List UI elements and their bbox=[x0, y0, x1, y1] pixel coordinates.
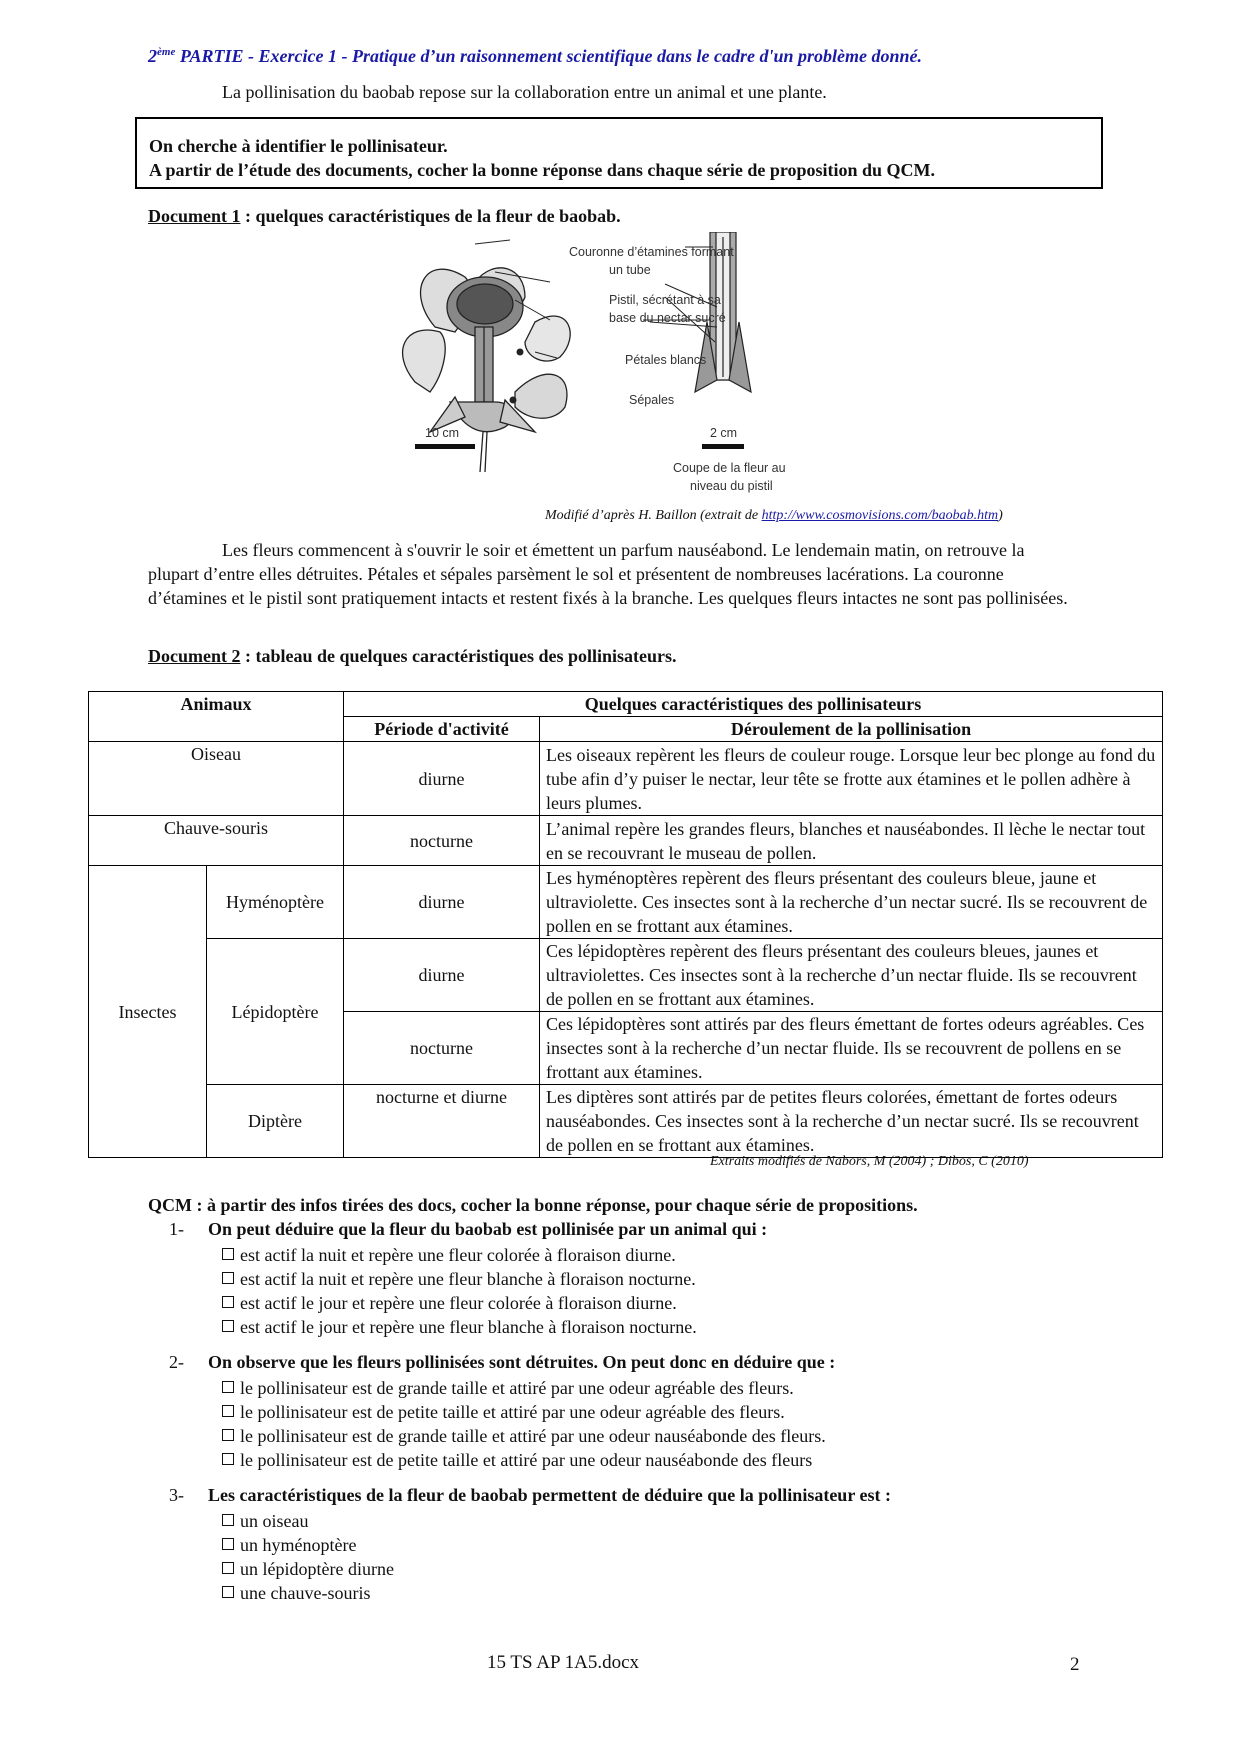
table-source: Extraits modifiés de Nabors, M (2004) ; Dibos, C (2010) bbox=[710, 1154, 1029, 1169]
checkbox-icon[interactable] bbox=[222, 1320, 234, 1332]
scale-bar-2cm bbox=[702, 444, 744, 449]
checkbox-icon[interactable] bbox=[222, 1381, 234, 1393]
label-coupe-2: niveau du pistil bbox=[690, 479, 773, 493]
option[interactable]: est actif le jour et repère une fleur colorée à floraison diurne. bbox=[222, 1291, 697, 1315]
option[interactable]: le pollinisateur est de grande taille et attiré par une odeur agréable des fleurs. bbox=[222, 1376, 826, 1400]
document-1-title: Document 1 : quelques caractéristiques de la fleur de baobab. bbox=[148, 206, 621, 226]
checkbox-icon[interactable] bbox=[222, 1296, 234, 1308]
figure-credit: Modifié d’après H. Baillon (extrait de http://www.cosmovisions.com/baobab.htm) bbox=[545, 508, 1003, 523]
cell-periode: nocturne bbox=[344, 816, 540, 866]
objective-line-1: On cherche à identifier le pollinisateur. bbox=[149, 136, 448, 156]
credit-link[interactable]: http://www.cosmovisions.com/baobab.htm bbox=[761, 508, 999, 523]
cell-description: Les diptères sont attirés par de petites fleurs colorées, émettant de fortes odeurs nauséabondes. Ces insectes sont à la recherche d’un nectar sucré. Ils se recouvrent de pollen en se frottant aux étamines. bbox=[540, 1085, 1163, 1158]
option[interactable]: une chauve-souris bbox=[222, 1581, 394, 1605]
question-2: 2- On observe que les fleurs pollinisées sont détruites. On peut donc en déduire que : bbox=[169, 1352, 836, 1372]
cell-animal: Diptère bbox=[207, 1085, 344, 1158]
option[interactable]: le pollinisateur est de grande taille et attiré par une odeur nauséabonde des fleurs. bbox=[222, 1424, 826, 1448]
checkbox-icon[interactable] bbox=[222, 1514, 234, 1526]
option[interactable]: le pollinisateur est de petite taille et attiré par une odeur nauséabonde des fleurs bbox=[222, 1448, 826, 1472]
checkbox-icon[interactable] bbox=[222, 1248, 234, 1260]
cell-insectes: Insectes bbox=[89, 866, 207, 1158]
label-couronne-2: un tube bbox=[609, 263, 651, 277]
intro-text: La pollinisation du baobab repose sur la collaboration entre un animal et une plante. bbox=[222, 82, 827, 102]
label-coupe-1: Coupe de la fleur au bbox=[673, 461, 786, 475]
label-petales: Pétales blancs bbox=[625, 353, 707, 367]
document-1-paragraph: Les fleurs commencent à s'ouvrir le soir et émettent un parfum nauséabond. Le lendemain matin, on retrouve la plupart d’entre elles détruites. Pétales et sépales parsèment le sol et présentent de nombreuses lacérations. La couronne d’étamines et le pistil sont pratiquement intacts et restent fixés à la branche. Les quelques fleurs intactes ne sont pas pollinisées. bbox=[148, 540, 1068, 608]
label-pistil-1: Pistil, sécrétant à sa bbox=[609, 293, 721, 307]
cell-description: Les hyménoptères repèrent des fleurs présentant des couleurs bleue, jaune et ultraviolette. Ces insectes sont à la recherche d’un nectar sucré. Ils se recouvrent de pollen en se frottant aux étamines. bbox=[540, 866, 1163, 939]
qcm-title: QCM : à partir des infos tirées des docs, cocher la bonne réponse, pour chaque série de propositions. bbox=[148, 1195, 918, 1215]
table-row bbox=[89, 939, 1163, 1012]
option[interactable]: le pollinisateur est de petite taille et attiré par une odeur agréable des fleurs. bbox=[222, 1400, 826, 1424]
table-row bbox=[89, 742, 1163, 816]
option[interactable]: est actif le jour et repère une fleur blanche à floraison nocturne. bbox=[222, 1315, 697, 1339]
table-row bbox=[89, 866, 1163, 939]
cell-periode: diurne bbox=[344, 742, 540, 816]
checkbox-icon[interactable] bbox=[222, 1272, 234, 1284]
label-pistil-2: base du nectar sucré bbox=[609, 311, 726, 325]
checkbox-icon[interactable] bbox=[222, 1586, 234, 1598]
cell-periode: diurne bbox=[344, 866, 540, 939]
footer-filename: 15 TS AP 1A5.docx bbox=[487, 1652, 640, 1673]
table-row bbox=[89, 1085, 1163, 1158]
cell-periode: nocturne bbox=[344, 1012, 540, 1085]
cell-periode: nocturne et diurne bbox=[344, 1085, 540, 1158]
objective-line-2: A partir de l’étude des documents, cocher la bonne réponse dans chaque série de proposition du QCM. bbox=[149, 160, 936, 180]
page-number: 2 bbox=[1070, 1654, 1080, 1675]
header-deroulement: Déroulement de la pollinisation bbox=[540, 717, 1163, 742]
exercise-heading: 2ème PARTIE - Exercice 1 - Pratique d’un raisonnement scientifique dans le cadre d'un problème donné. bbox=[148, 46, 923, 66]
checkbox-icon[interactable] bbox=[222, 1405, 234, 1417]
cell-animal: Chauve-souris bbox=[89, 816, 344, 866]
option[interactable]: est actif la nuit et repère une fleur blanche à floraison nocturne. bbox=[222, 1267, 697, 1291]
table-row bbox=[89, 816, 1163, 866]
cell-description: L’animal repère les grandes fleurs, blanches et nauséabondes. Il lèche le nectar tout en se recouvrant le museau de pollen. bbox=[540, 816, 1163, 866]
question-1: 1- On peut déduire que la fleur du baobab est pollinisée par un animal qui : bbox=[169, 1219, 768, 1239]
scale-bar-10cm bbox=[415, 444, 475, 449]
cell-animal: Oiseau bbox=[89, 742, 344, 816]
header-caracteristiques: Quelques caractéristiques des pollinisateurs bbox=[344, 692, 1163, 717]
checkbox-icon[interactable] bbox=[222, 1453, 234, 1465]
cell-description: Ces lépidoptères repèrent des fleurs présentant des couleurs bleues, jaunes et ultraviolettes. Ces insectes sont à la recherche d’un nectar fluide. Ils se recouvrent de pollen en se frottant aux étamines. bbox=[540, 939, 1163, 1012]
label-sepales: Sépales bbox=[629, 393, 675, 407]
option[interactable]: un hyménoptère bbox=[222, 1533, 394, 1557]
checkbox-icon[interactable] bbox=[222, 1562, 234, 1574]
question-3-options bbox=[222, 1509, 394, 1605]
header-periode: Période d'activité bbox=[344, 717, 540, 742]
label-scale-10cm: 10 cm bbox=[425, 426, 460, 440]
option[interactable]: un oiseau bbox=[222, 1509, 394, 1533]
label-couronne-1: Couronne d’étamines formant bbox=[569, 245, 734, 259]
question-3: 3- Les caractéristiques de la fleur de baobab permettent de déduire que la pollinisateur est : bbox=[169, 1485, 891, 1505]
objective-box bbox=[135, 117, 1103, 189]
checkbox-icon[interactable] bbox=[222, 1538, 234, 1550]
flower-drawing bbox=[403, 268, 571, 472]
label-scale-2cm: 2 cm bbox=[710, 426, 738, 440]
option[interactable]: un lépidoptère diurne bbox=[222, 1557, 394, 1581]
document-2-title: Document 2 : tableau de quelques caractéristiques des pollinisateurs. bbox=[148, 646, 677, 666]
question-2-options bbox=[222, 1376, 826, 1472]
checkbox-icon[interactable] bbox=[222, 1429, 234, 1441]
cell-description: Ces lépidoptères sont attirés par des fleurs émettant de fortes odeurs agréables. Ces insectes sont à la recherche d’un nectar fluide. Ils se recouvrent de pollens en se frottant aux étamines. bbox=[540, 1012, 1163, 1085]
cell-periode: diurne bbox=[344, 939, 540, 1012]
header-animaux: Animaux bbox=[89, 692, 344, 742]
baobab-flower-figure bbox=[395, 232, 885, 500]
question-1-options bbox=[222, 1243, 697, 1339]
option[interactable]: est actif la nuit et repère une fleur colorée à floraison diurne. bbox=[222, 1243, 697, 1267]
cell-animal: Lépidoptère bbox=[207, 939, 344, 1085]
cell-description: Les oiseaux repèrent les fleurs de couleur rouge. Lorsque leur bec plonge au fond du tube afin d’y puiser le nectar, leur tête se frotte aux étamines et le pollen adhère à leurs plumes. bbox=[540, 742, 1163, 816]
pollinator-table bbox=[88, 691, 1163, 1158]
cell-animal: Hyménoptère bbox=[207, 866, 344, 939]
